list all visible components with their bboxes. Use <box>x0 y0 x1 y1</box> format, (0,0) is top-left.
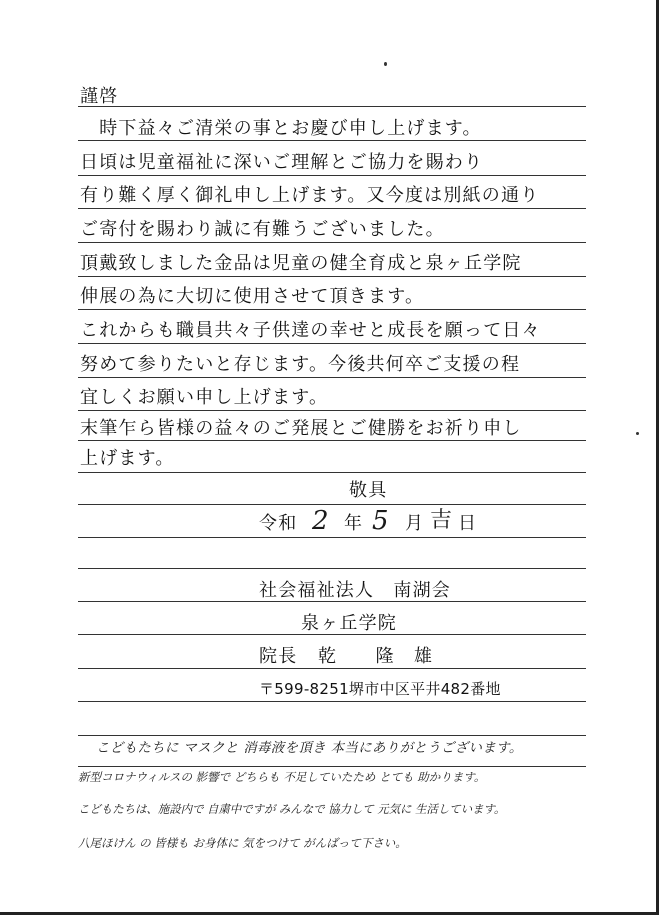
ruled-line <box>78 472 586 473</box>
ruled-line <box>78 601 586 602</box>
ruled-line <box>78 668 586 669</box>
date-month-handwritten: 5 <box>372 506 389 536</box>
closing: 敬具 <box>349 480 388 501</box>
director-name: 乾 隆 雄 <box>318 646 434 667</box>
handwritten-note: 新型コロナウィルスの 影響で どちらも 不足していたため とても 助かります。 <box>78 770 486 784</box>
body-line: 末筆乍ら皆様の益々のご発展とご健勝をお祈り申し <box>80 418 522 439</box>
ruled-line <box>78 106 586 107</box>
body-line: 伸展の為に大切に使用させて頂きます。 <box>80 286 425 307</box>
ruled-line <box>78 276 586 277</box>
handwritten-note: 八尾ほけん の 皆様も お身体に 気をつけて がんばって下さい。 <box>78 836 407 850</box>
body-line: ご寄付を賜わり誠に有難うございました。 <box>80 219 445 240</box>
body-line: 上げます。 <box>80 448 175 469</box>
ruled-line <box>78 537 586 538</box>
ruled-line <box>78 701 586 702</box>
ruled-line <box>78 242 586 243</box>
handwritten-note: こどもたちは、施設内で 自粛中ですが みんなで 協力して 元気に 生活しています。 <box>78 802 506 816</box>
ruled-line <box>78 440 586 441</box>
scan-speck <box>384 62 387 66</box>
body-line: 頂戴致しました金品は児童の健全育成と泉ヶ丘学院 <box>80 253 522 274</box>
ruled-line <box>78 309 586 310</box>
sender-corporation: 社会福祉法人 南湖会 <box>259 580 451 601</box>
ruled-line <box>78 140 586 141</box>
director-title: 院長 <box>259 646 298 667</box>
ruled-line <box>78 343 586 344</box>
date-year-unit: 年 <box>344 513 364 534</box>
date-day-unit: 日 <box>458 513 478 534</box>
ruled-line <box>78 568 586 569</box>
body-line: 有り難く厚く御礼申し上げます。又今度は別紙の通り <box>80 185 540 206</box>
body-line: これからも職員共々子供達の幸せと成長を願って日々 <box>80 320 541 341</box>
date-era: 令和 <box>259 513 298 534</box>
body-line: 時下益々ご清栄の事とお慶び申し上げます。 <box>80 118 482 139</box>
ruled-line <box>78 766 586 767</box>
date-month-unit: 月 <box>405 513 425 534</box>
handwritten-note: こどもたちに マスクと 消毒液を頂き 本当にありがとうございます。 <box>96 741 523 756</box>
ruled-line <box>78 504 586 505</box>
body-line: 努めて参りたいと存じます。今後共何卒ご支援の程 <box>80 354 521 375</box>
ruled-line <box>78 175 586 176</box>
ruled-line <box>78 377 586 378</box>
date-day-handwritten: 吉 <box>430 508 453 533</box>
ruled-line <box>78 735 586 736</box>
sender-facility: 泉ヶ丘学院 <box>301 613 397 634</box>
greeting: 謹啓 <box>80 86 119 107</box>
sender-address: 〒599-8251堺市中区平井482番地 <box>259 680 501 698</box>
date-year-handwritten: 2 <box>312 506 329 536</box>
ruled-line <box>78 208 586 209</box>
body-line: 日頃は児童福祉に深いご理解とご協力を賜わり <box>80 152 484 173</box>
ruled-line <box>78 410 586 411</box>
ruled-line <box>78 634 586 635</box>
scan-speck <box>636 432 639 435</box>
body-line: 宜しくお願い申し上げます。 <box>80 387 329 408</box>
